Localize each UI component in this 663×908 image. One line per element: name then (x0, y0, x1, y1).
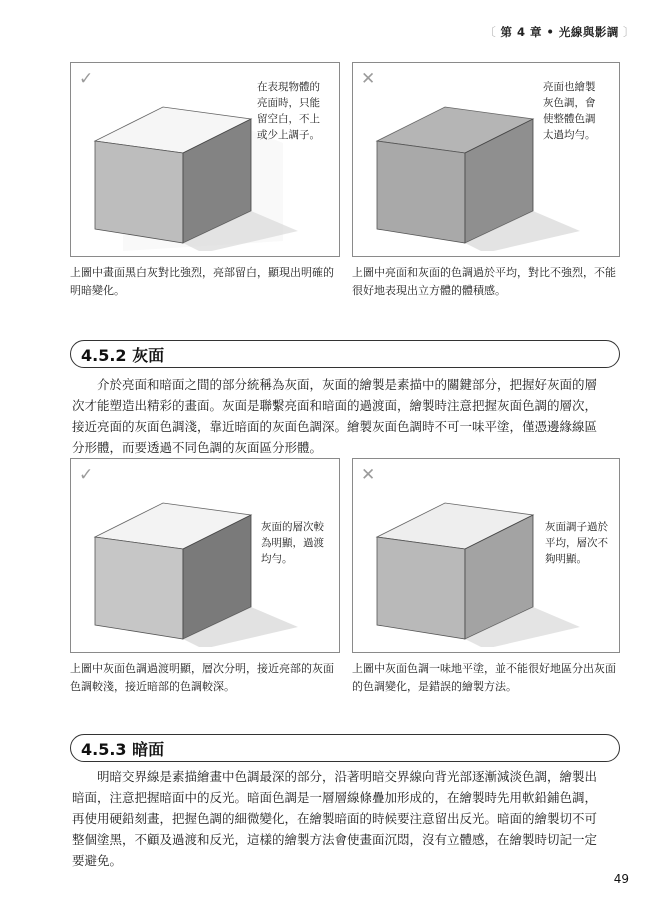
annotation-note: 亮面也繪製 灰色調，會 使整體色調 太過均勻。 (543, 81, 596, 141)
caption-top-left: 上圖中畫面黑白灰對比強烈，亮部留白，顯現出明確的 明暗變化。 (70, 266, 334, 297)
body-paragraph-453: 明暗交界線是素描繪畫中色調最深的部分，沿著明暗交界線向背光部逐漸減淡色調，繪製出 暗面，注意把握暗面中的反光。暗面色調是一層層線條疊加形成的，在繪製時先用軟鉛鋪色調， 再使用硬鉛刻畫，把握色調的細微變化，在繪製暗面的時候要注意留出反光。暗面的繪製切不可 整個塗黑，不顧及過渡和反光，這樣的繪製方法會使畫面沉悶，沒有立體感，在繪製時切記一定 要避免。 (72, 769, 598, 868)
page-number: 49 (613, 872, 629, 886)
chapter-label: 第 4 章 (500, 25, 542, 39)
caption-top-right: 上圖中亮面和灰面的色調過於平均，對比不強烈，不能 很好地表現出立方體的體積感。 (352, 266, 616, 297)
correct-panel-light (70, 62, 340, 257)
section-heading-452 (70, 340, 620, 368)
cube-sketch-bad-gray (365, 487, 585, 647)
annotation-note: 灰面的層次較 為明顯，過渡 均勻。 (261, 521, 324, 565)
cube-sketch-good-gray (83, 487, 303, 647)
cross-icon: ✕ (361, 465, 376, 485)
check-icon: ✓ (79, 465, 94, 485)
chapter-title: 光線與影調 (558, 25, 619, 39)
body-paragraph-452: 介於亮面和暗面之間的部分統稱為灰面，灰面的繪製是素描中的關鍵部分，把握好灰面的層 次才能塑造出精彩的畫面。灰面是聯繫亮面和暗面的過渡面，繪製時注意把握灰面色調的層次， 接近亮面的灰面色調淺，靠近暗面的灰面色調深。繪製灰面色調時不可一味平塗，僅憑邊緣線區 分形體，而要透過不同色調的灰面區分形體。 (72, 377, 598, 455)
header-bullet: • (546, 25, 555, 39)
caption-mid-left: 上圖中灰面色調過渡明顯，層次分明，接近亮部的灰面 色調較淺，接近暗部的色調較深。 (70, 662, 334, 693)
wrong-panel-light (352, 62, 620, 257)
annotation-note: 灰面調子過於 平均，層次不 夠明顯。 (545, 521, 608, 565)
cross-icon: ✕ (361, 69, 376, 89)
annotation-note: 在表現物體的 亮面時，只能 留空白，不上 或少上調子。 (257, 81, 320, 141)
section-heading-453 (70, 734, 620, 762)
caption-mid-right: 上圖中灰面色調一味地平塗，並不能很好地區分出灰面 的色調變化，是錯誤的繪製方法。 (352, 662, 616, 693)
running-header: 〔 第 4 章 • 光線與影調 〕 (484, 25, 635, 39)
wrong-panel-gray (352, 458, 620, 653)
section-title: 4.5.3 暗面 (81, 740, 165, 759)
correct-panel-gray (70, 458, 340, 653)
check-icon: ✓ (79, 69, 94, 89)
section-title: 4.5.2 灰面 (81, 346, 165, 365)
